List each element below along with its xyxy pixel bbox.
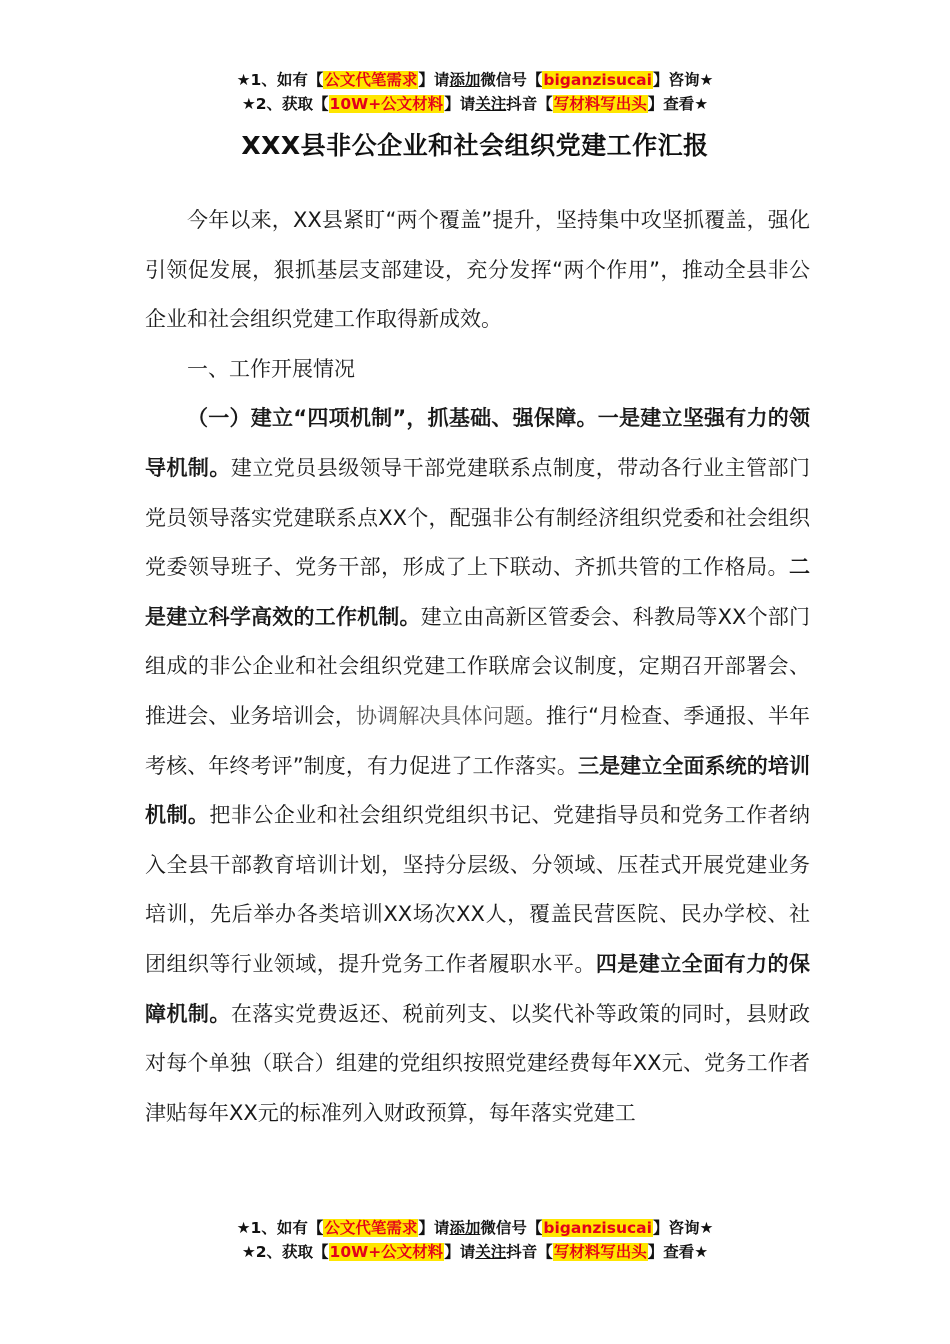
bottom-banner [0,1216,950,1264]
banner-text: ★1、如有【 [236,71,324,89]
banner-text: 】请 [418,1219,450,1237]
highlight-wechat-id: biganzisucai [543,1219,652,1237]
highlight-materials: 10W+公文材料 [329,1243,444,1261]
banner-line-1 [0,68,950,92]
banner-line-2 [0,1240,950,1264]
mechanism-1-title: 一是建立坚强有力的领导机制。 [145,406,810,480]
underlined-word: 关注 [475,95,507,113]
banner-line-2 [0,92,950,116]
section-heading: 一、工作开展情况 [187,356,355,381]
banner-text: 】咨询★ [652,1219,714,1237]
mechanism-4-title: 四是建立全面有力的保障机制。 [145,951,811,1026]
highlight-service: 公文代笔需求 [324,71,418,89]
mechanism-2-text: 建立由高新区管委会、科教局等XX个部门组成的非公企业和社会组织党建工作联席会议制度，定期召开部署会、推进会、业务培训会， [145,604,810,728]
highlight-douyin: 写材料写出头 [553,1243,647,1261]
underlined-word: 添加 [449,1219,481,1237]
banner-text: 】请 [444,95,476,113]
banner-text: 】请 [418,71,450,89]
banner-text: 】查看★ [647,95,709,113]
banner-text: 】查看★ [647,1243,709,1261]
mechanism-2-text: 。推行“月检查、季通报、半年考核、年终考评”制度，有力促进了工作落实。 [145,703,811,778]
banner-text: 】咨询★ [652,71,714,89]
banner-text: 微信号【 [480,71,543,89]
underlined-word: 添加 [449,71,481,89]
mechanism-3-title: 三是建立全面系统的培训机制。 [145,753,810,828]
subsection-heading: （一）建立“四项机制”，抓基础、强保障。 [187,406,598,431]
banner-text: ★1、如有【 [236,1219,324,1237]
banner-text: 抖音【 [506,95,553,113]
document-body [145,196,810,1138]
top-banner [0,68,950,116]
intro-paragraph: 今年以来，XX县紧盯“两个覆盖”提升，坚持集中攻坚抓覆盖，强化引领促发展，狠抓基层支部建设，充分发挥“两个作用”，推动全县非公企业和社会组织党建工作取得新成效。 [145,208,810,332]
highlight-wechat-id: biganzisucai [543,71,652,89]
banner-text: 】请 [444,1243,476,1261]
mechanism-2-title: 二是建立科学高效的工作机制。 [145,555,810,629]
highlight-materials: 10W+公文材料 [329,95,444,113]
mechanism-4-text: 在落实党费返还、税前列支、以奖代补等政策的同时，县财政对每个单独（联合）组建的党组织按照党建经费每年XX元、党务工作者津贴每年XX元的标准列入财政预算，每年落实党建工 [145,1001,811,1125]
highlight-service: 公文代笔需求 [324,1219,418,1237]
banner-text: 微信号【 [480,1219,543,1237]
subsection-paragraph [145,394,810,1138]
mechanism-1-text: 建立党员县级领导干部党建联系点制度，带动各行业主管部门党员领导落实党建联系点XX个，配强非公有制经济组织党委和社会组织党委领导班子、党务干部，形成了上下联动、齐抓共管的工作格局。 [145,455,811,580]
highlight-douyin: 写材料写出头 [553,95,647,113]
banner-text: ★2、获取【 [241,1243,329,1261]
banner-line-1 [0,1216,950,1240]
banner-text: ★2、获取【 [241,95,329,113]
mechanism-3-text: 把非公企业和社会组织党组织书记、党建指导员和党务工作者纳入全县干部教育培训计划，坚持分层级、分领域、压茬式开展党建业务培训，先后举办各类培训XX场次XX人，覆盖民营医院、民办学校、社团组织等行业领域，提升党务工作者履职水平。 [145,803,811,976]
underlined-word: 关注 [475,1243,507,1261]
banner-text: 抖音【 [506,1243,553,1261]
document-title: XXX县非公企业和社会组织党建工作汇报 [241,131,709,160]
mechanism-2-text-gray: 协调解决具体问题 [356,703,525,728]
